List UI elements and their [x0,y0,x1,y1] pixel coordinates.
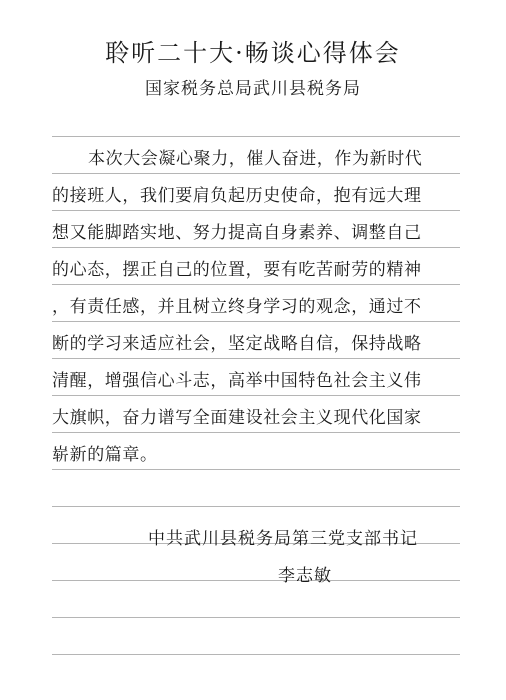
ruled-line [52,654,460,655]
ruled-line [52,580,460,581]
page-title: 聆听二十大·畅谈心得体会 [105,39,401,67]
ruled-line [52,469,460,470]
body-line-6: 断的学习来适应社会，坚定战略自信，保持战略 [52,334,422,354]
ruled-line [52,506,460,507]
body-line-2: 的接班人，我们要肩负起历史使命，抱有远大理 [52,186,422,206]
body-line-1: 本次大会凝心聚力，催人奋进，作为新时代 [88,149,423,169]
signature-name: 李志敏 [278,566,332,586]
body-line-8: 大旗帜，奋力谱写全面建设社会主义现代化国家 [52,408,422,428]
body-line-7: 清醒，增强信心斗志，高举中国特色社会主义伟 [52,371,422,391]
body-line-9: 崭新的篇章。 [52,445,158,465]
ruled-line [52,136,460,137]
body-line-4: 的心态，摆正自己的位置，要有吃苦耐劳的精神 [52,260,422,280]
ruled-line [52,173,460,174]
ruled-line [52,210,460,211]
body-line-5: ，有责任感，并且树立终身学习的观念，通过不 [52,297,422,317]
ruled-line [52,617,460,618]
signature-organization: 中共武川县税务局第三党支部书记 [148,529,418,549]
ruled-line [52,395,460,396]
page-subtitle: 国家税务总局武川县税务局 [145,79,361,99]
ruled-paper [52,136,460,656]
ruled-line [52,247,460,248]
ruled-line [52,321,460,322]
ruled-line [52,358,460,359]
ruled-line [52,432,460,433]
ruled-line [52,284,460,285]
body-line-3: 想又能脚踏实地、努力提高自身素养、调整自己 [52,223,422,243]
